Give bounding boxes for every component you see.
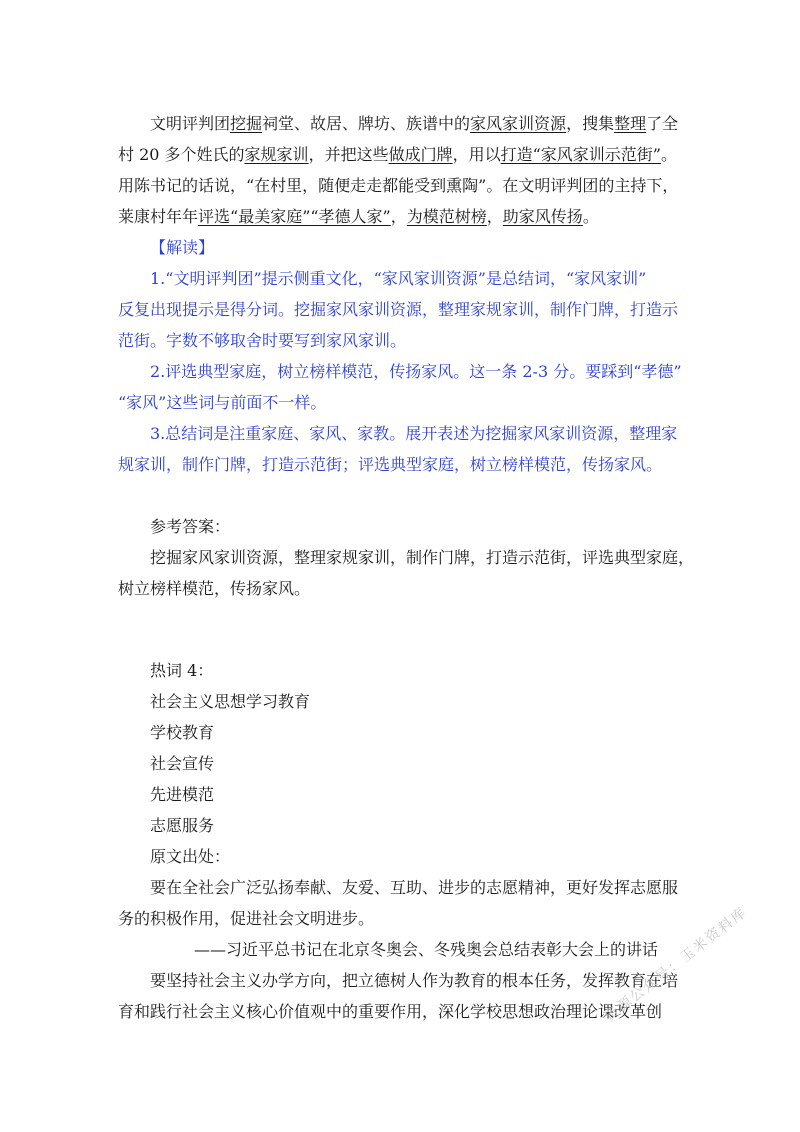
answer-label: 参考答案： (150, 517, 231, 536)
underlined-text: 做成门牌 (388, 145, 453, 164)
underlined-text: 家风家训资源 (470, 114, 567, 133)
quote-line: 要坚持社会主义办学方向，把立德树人作为教育的根本任务，发挥教育在培 (150, 971, 679, 990)
jiedu-line: 1.“文明评判团”提示侧重文化，“家风家训资源”是总结词，“家风家训” (150, 269, 647, 288)
hotword-item: 学校教育 (150, 723, 215, 742)
spacer (118, 604, 688, 635)
underlined-text: 助家风传扬 (502, 207, 583, 226)
text-run: 莱康村年年 (118, 207, 199, 226)
hotword-item: 志愿服务 (150, 816, 215, 835)
hotword-label: 热词 4： (150, 661, 214, 680)
text-run: 。 (660, 145, 677, 164)
text-run: 祠堂、故居、牌坊、族谱中的 (262, 114, 471, 133)
jiedu-line: 3.总结词是注重家庭、家风、家教。展开表述为挖掘家风家训资源，整理家 (150, 424, 678, 443)
jiedu-heading: 【解读】 (150, 238, 215, 257)
text-run: ，并把这些 (308, 145, 389, 164)
underlined-text: 评选“最美家庭”“孝德人家” (198, 207, 391, 226)
para1-line3: 用陈书记的话说，“在村里，随便走走都能受到熏陶”。在文明评判团的主持下， (118, 176, 679, 195)
text-run: ， (390, 207, 407, 226)
watermark: 资源公众号：玉米资料库 (601, 904, 751, 1025)
spacer (118, 480, 688, 511)
underlined-text: 整理 (614, 114, 647, 133)
hotword-item: 社会宣传 (150, 754, 215, 773)
text-run: ，搜集 (566, 114, 615, 133)
text-run: ， (486, 207, 503, 226)
attribution: ——习近平总书记在北京冬奥会、冬残奥会总结表彰大会上的讲话 (194, 940, 659, 959)
hotword-item: 先进模范 (150, 785, 215, 804)
underlined-text: 挖掘 (230, 114, 263, 133)
text-run: 。 (582, 207, 599, 226)
underlined-text: 为模范树榜 (406, 207, 487, 226)
spacer (118, 635, 688, 655)
jiedu-line: 反复出现提示是得分词。挖掘家风家训资源，整理家规家训，制作门牌，打造示 (118, 300, 679, 319)
answer-line: 挖掘家风家训资源，整理家规家训，制作门牌，打造示范街，评选典型家庭， (150, 548, 695, 567)
text-run: 文明评判团 (150, 114, 231, 133)
text-run: ，用以 (452, 145, 501, 164)
jiedu-line: 规家训，制作门牌，打造示范街；评选典型家庭，树立榜样模范，传扬家风。 (118, 455, 663, 474)
jiedu-line: 范街。字数不够取舍时要写到家风家训。 (118, 331, 407, 350)
jiedu-line: “家风”这些词与前面不一样。 (118, 393, 327, 412)
hotword-item: 社会主义思想学习教育 (150, 692, 311, 711)
jiedu-line: 2.评选典型家庭，树立榜样模范，传扬家风。这一条 2-3 分。要踩到“孝德” (150, 362, 682, 381)
text-run: 了全 (646, 114, 679, 133)
underlined-text: 家规家训 (244, 145, 309, 164)
answer-line: 树立榜样模范，传扬家风。 (118, 579, 311, 598)
underlined-text: 打造“家风家训示范街” (500, 145, 661, 164)
quote-line: 要在全社会广泛弘扬奉献、友爱、互助、进步的志愿精神，更好发挥志愿服 (150, 878, 679, 897)
quote-line: 务的积极作用，促进社会文明进步。 (118, 909, 375, 928)
para1-line2 (118, 139, 688, 170)
source-label: 原文出处： (150, 847, 231, 866)
text-run: 村 20 多个姓氏的 (118, 145, 245, 164)
quote-line: 育和践行社会主义核心价值观中的重要作用，深化学校思想政治理论课改革创 (118, 1002, 663, 1021)
para1-line4 (118, 201, 688, 232)
para1-line1 (118, 108, 688, 139)
document-page (118, 108, 695, 1027)
